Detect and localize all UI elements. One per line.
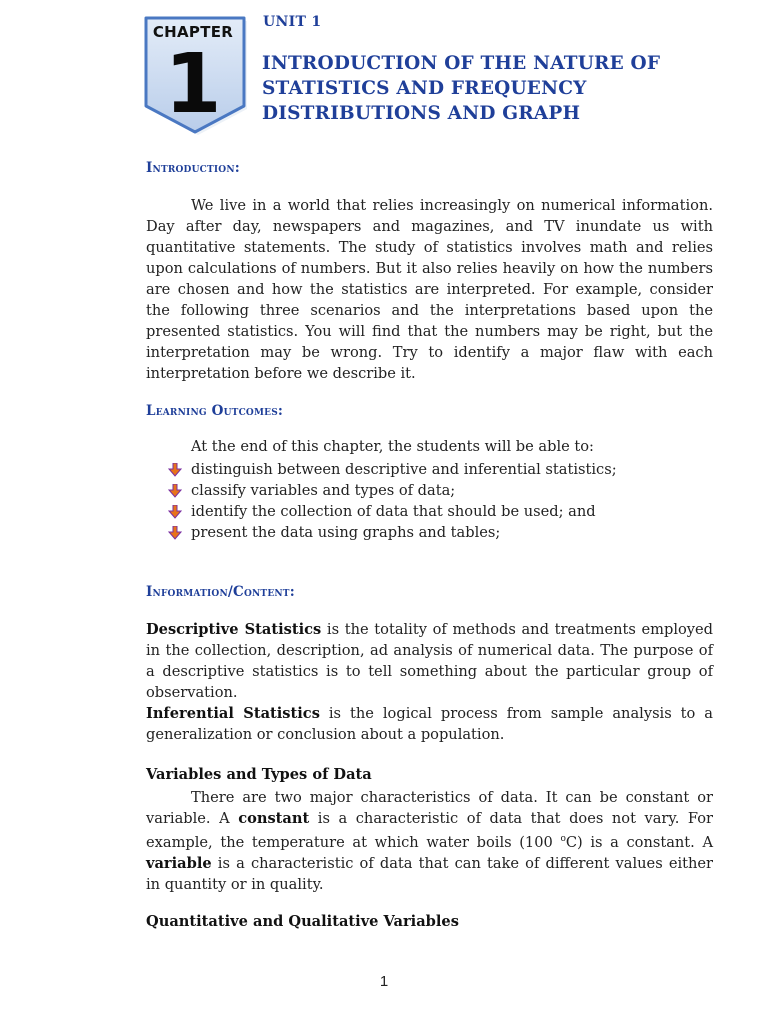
list-item [166, 522, 617, 543]
list-item-text: identify the collection of data that should be used; and [191, 503, 596, 520]
learning-outcomes-heading: Learning Outcomes: [146, 403, 284, 419]
variables-heading: Variables and Types of Data [146, 766, 372, 783]
chapter-title-line: INTRODUCTION OF THE NATURE OF [262, 53, 661, 74]
quantitative-qualitative-heading: Quantitative and Qualitative Variables [146, 913, 459, 930]
introduction-paragraph: We live in a world that relies increasingly on numerical information. Day after day, newspapers and magazines, and TV inundate us with quantitative statements. The study of statistics involves math and relies upon calculations of numbers. But it also relies heavily on how the numbers are chosen and how the statistics are interpreted. For example, consider the following three scenarios and the interpretations based upon the presented statistics. You will find that the numbers may be right, but the interpretation may be wrong. Try to identify a major flaw with each interpretation before we describe it. [146, 197, 713, 382]
inferential-statistics-paragraph [146, 703, 713, 745]
chapter-title-line: DISTRIBUTIONS AND GRAPH [262, 103, 581, 124]
chapter-label: CHAPTER [152, 23, 234, 41]
variables-paragraph [146, 787, 713, 895]
descriptive-statistics-definition: is the totality of methods and treatments employed in the collection, description, ad analysis of numerical data. The purpose of a descriptive statistics is to tell something about the particular group of observation. [146, 621, 714, 701]
list-item-text: present the data using graphs and tables; [191, 524, 501, 541]
chapter-badge [140, 14, 252, 136]
information-content-heading: Information/Content: [146, 584, 295, 600]
inferential-statistics-definition: is the logical process from sample analysis to a generalization or conclusion about a population. [146, 705, 714, 743]
list-item [166, 459, 617, 480]
introduction-heading: Introduction: [146, 160, 240, 176]
variables-text: There are two major characteristics of data. It can be constant or variable. A [146, 789, 713, 827]
list-item [166, 501, 617, 522]
list-item-text: distinguish between descriptive and inferential statistics; [191, 461, 617, 478]
degree-symbol: o [560, 834, 566, 844]
chapter-title [262, 51, 742, 126]
learning-outcomes-intro: At the end of this chapter, the students will be able to: [191, 438, 594, 455]
list-item-text: classify variables and types of data; [191, 482, 456, 499]
variables-text: C) is a constant. A [565, 833, 713, 851]
chapter-number: 1 [164, 37, 222, 132]
variables-text: is a characteristic of data that can take of different values either in quantity or in quality. [146, 854, 713, 893]
list-item [166, 480, 617, 501]
descriptive-statistics-term: Descriptive Statistics [146, 621, 322, 638]
chapter-title-line: STATISTICS AND FREQUENCY [262, 78, 587, 99]
constant-term: constant [238, 810, 310, 827]
descriptive-statistics-paragraph [146, 619, 713, 703]
learning-outcomes-list [166, 459, 617, 543]
page-number: 1 [379, 973, 389, 990]
unit-label: UNIT 1 [263, 14, 322, 30]
variable-term: variable [146, 854, 212, 872]
variables-text: is a characteristic of data that does not vary. For example, the temperature at which water boils (100 [146, 810, 713, 851]
inferential-statistics-term: Inferential Statistics [146, 705, 320, 722]
